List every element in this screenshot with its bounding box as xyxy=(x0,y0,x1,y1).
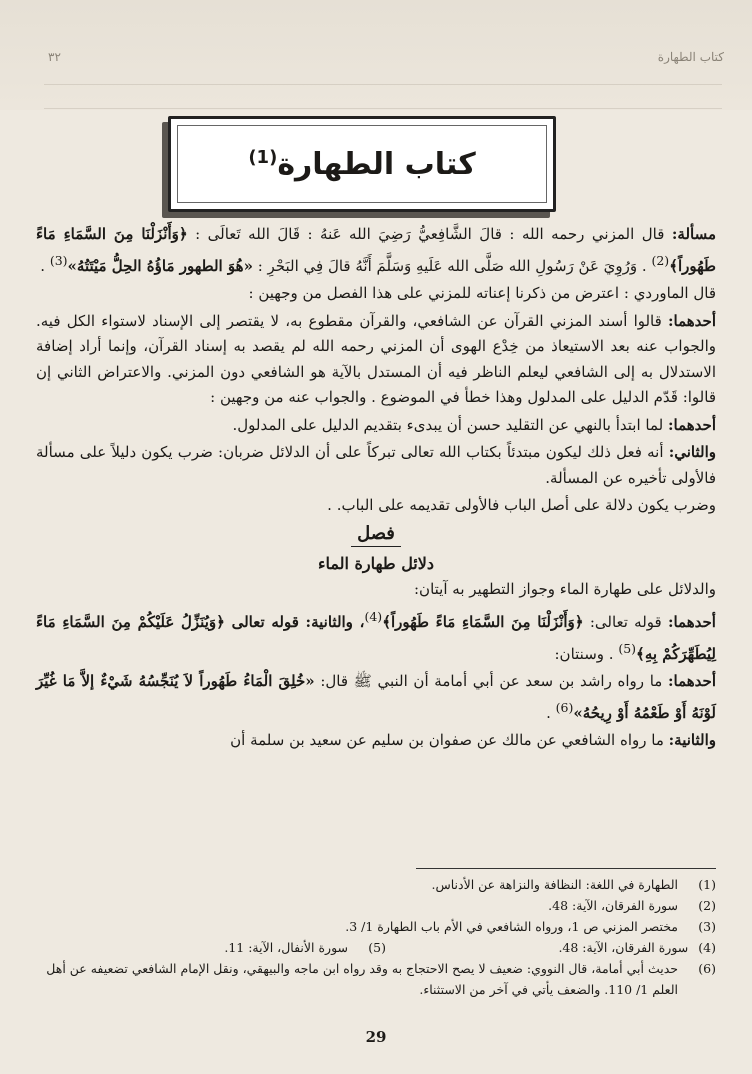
lead-label: والثاني: xyxy=(668,443,716,461)
footnote-item xyxy=(36,916,716,937)
footnote-ref: (4) xyxy=(364,609,383,624)
footnote-text: حديث أبي أمامة، قال النووي: ضعيف لا يصح الاحتجاج به وقد رواه ابن ماجه والبيهقي، ونقل الإمام الشافعي تضعيفه عن أهل العلم 1/ 110. والضعف يأتي في آخر من الاستثناء. xyxy=(46,961,678,997)
footnote-number: (5) xyxy=(368,940,386,955)
footnote-ref: (6) xyxy=(555,699,574,715)
lead-label: والثانية: xyxy=(668,731,716,749)
masala-end: . xyxy=(40,256,50,275)
hadith-quote: «خُلِقَ الْمَاءُ طَهُوراً لاَ يُنَجِّسُهُ شَيْءٌ إلاَّ مَا غُيِّرَ لَوْنَهُ أَوْ طَعْمُهُ أَوْ رِيحُهُ» xyxy=(36,672,716,722)
paragraph-text: . وسنتان: xyxy=(554,644,619,663)
footnote-number: (6) xyxy=(698,961,716,976)
paragraph-answer-2 xyxy=(36,440,716,491)
footnote-text: الطهارة في اللغة: النظافة والنزاهة عن الأدناس. xyxy=(431,877,678,892)
footnote-number: (2) xyxy=(698,898,716,913)
footnote-item xyxy=(36,895,716,916)
quran-quote: ﴿وَأَنْزَلْنَا مِنَ السَّمَاءِ مَاءً طَهُوراً﴾ xyxy=(36,225,716,275)
paragraph-text: لما ابتدأ بالنهي عن التقليد حسن أن يبدىء بتقديم الدليل على المدلول. xyxy=(232,415,668,434)
footnote-row xyxy=(36,937,716,958)
hadith-quote: «هُوَ الطهور مَاؤُهُ الحِلُّ مَيْتَتُهُ» xyxy=(67,256,253,275)
paragraph-text: ما رواه راشد بن سعد عن أبي أمامة أن النبي ﷺ قال: xyxy=(314,672,668,690)
paragraph-text: ما رواه الشافعي عن مالك عن صفوان بن سليم عن سعيد بن سلمة أن xyxy=(230,731,669,749)
fasl-label: فصل xyxy=(351,521,401,548)
section-title: دلائل طهارة الماء xyxy=(317,554,435,573)
paragraph-second-kind: وضرب يكون دلالة على أصل الباب فالأولى تقديمه على الباب. . xyxy=(327,496,716,514)
paragraph-mawardi: قال الماوردي : اعترض من ذكرنا إعناته للمزني على هذا الفصل من وجهين : xyxy=(248,284,716,302)
paragraph-text: قالوا أسند المزني القرآن عن الشافعي، والقرآن مقطوع به، لا يقتصر إلى الإسناد لاستواء الكل فيه. والجواب عنه بعد الاستيعاذ من خِدْع الهوى أن المزني رحمه الله لم يقصد به إسناد القرآن، وإنما أراد إضافة الاستدلال به إلى الشافعي ليعلم الناظر فيه أن المستدل بالآية هو الشافعي دون المزني. والاعتراض الثاني إن قالوا: قَدّم الدليل على المدلول وهذا خطأ في الموضوع . والجواب عنه من وجهين : xyxy=(36,311,716,406)
footnote-item xyxy=(224,937,386,958)
footnote-number: (3) xyxy=(698,919,716,934)
footnote-ref: (2) xyxy=(651,252,670,268)
main-text xyxy=(36,222,716,756)
chapter-title-box xyxy=(168,116,556,212)
masala-label: مسألة: xyxy=(671,225,716,243)
paragraph-second-sunnah xyxy=(36,728,716,754)
quran-quote: ﴿وَأَنْزَلْنَا مِنَ السَّمَاءِ مَاءً طَهُوراً﴾ xyxy=(382,613,584,631)
footnote-ref: (5) xyxy=(618,640,637,656)
footnote-text: مختصر المزني ص 1، ورواه الشافعي في الأم باب الطهارة 1/ 3. xyxy=(345,919,678,934)
header-page-ref: ٣٢ xyxy=(48,50,61,64)
paragraph-end: . xyxy=(546,703,556,722)
page-number: 29 xyxy=(365,1028,387,1046)
footnote-text: سورة الفرقان، الآية: 48. xyxy=(558,940,689,955)
lead-label: أحدهما: xyxy=(667,415,716,434)
bleed-through-area xyxy=(0,0,752,110)
footnote-ref: (3) xyxy=(49,252,68,268)
masala-text: قال المزني رحمه الله : قالَ الشَّافِعيُّ رَضِيَ الله عَنهُ : قَالَ الله تَعالَى : xyxy=(187,225,672,243)
paragraph-text: قوله تعالى: xyxy=(583,613,668,631)
paragraph-answer-1 xyxy=(36,413,716,439)
chapter-title xyxy=(248,147,475,182)
paragraph-two-verses xyxy=(36,604,716,667)
paragraph-evidence-intro: والدلائل على طهارة الماء وجواز التطهير به آيتان: xyxy=(414,579,716,598)
paragraph-first-objection xyxy=(36,309,716,411)
paragraph-first-sunnah xyxy=(36,669,716,726)
masala-text-2: . وَرُوِيَ عَنْ رَسُولِ الله صَلَّى الله عَلَيهِ وَسَلَّمَ أَنَّهُ قالَ فِي البَحْرِ : xyxy=(252,256,652,275)
chapter-title-text: كتاب الطهارة xyxy=(277,146,476,182)
paragraph-text: أنه فعل ذلك ليكون مبتدئاً بكتاب الله تعالى تبركاً على أن الدلائل ضربان: ضرب يكون دليلاً على مسألة فالأولى تأخيره عن المسألة. xyxy=(36,443,716,487)
footnotes xyxy=(36,874,716,1000)
lead-label: أحدهما: xyxy=(667,613,716,631)
fasl-heading xyxy=(36,521,716,548)
quran-quote: ﴿وَيُنَزِّلُ عَلَيْكُمْ مِنَ السَّمَاءِ مَاءً لِيُطَهِّرَكُمْ بِهِ﴾ xyxy=(36,613,716,663)
chapter-note-ref: (1) xyxy=(248,146,278,168)
lead-label: أحدهما: xyxy=(667,311,716,330)
footnote-item xyxy=(386,937,716,958)
footnote-text: سورة الفرقان، الآية: 48. xyxy=(548,898,678,913)
footnote-item xyxy=(36,874,716,895)
paragraph-masala xyxy=(36,222,716,279)
footnote-number: (4) xyxy=(698,940,716,955)
footnote-number: (1) xyxy=(698,877,716,892)
lead-label: أحدهما: xyxy=(667,672,716,690)
footnote-item xyxy=(36,958,716,1000)
running-header: كتاب الطهارة xyxy=(657,50,724,64)
footnote-divider xyxy=(416,868,716,869)
footnote-text: سورة الأنفال، الآية: 11. xyxy=(224,940,348,955)
paragraph-text: ، والثانية: قوله تعالى xyxy=(224,613,365,631)
